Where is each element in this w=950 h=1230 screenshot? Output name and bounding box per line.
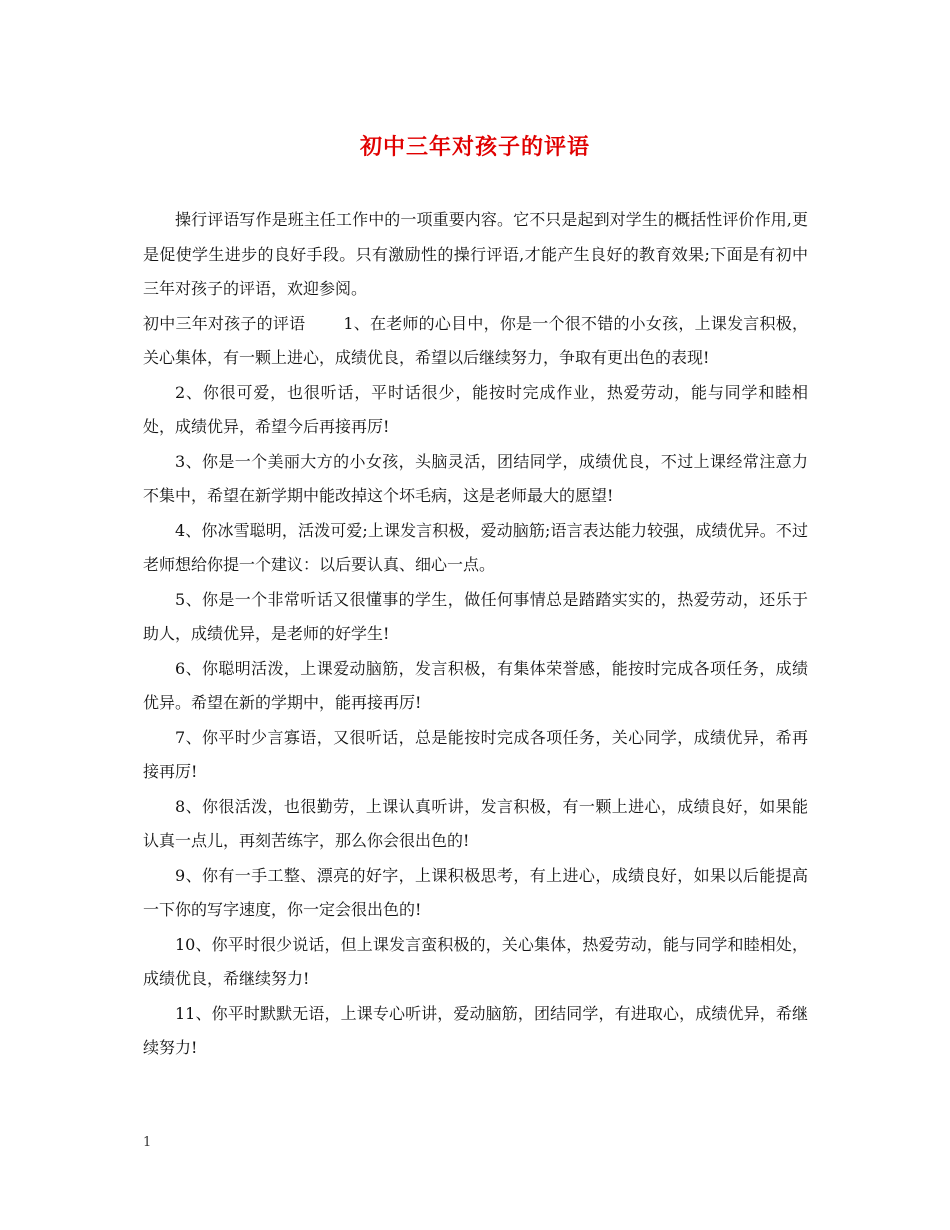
document-body [143,203,808,1066]
comment-1: 1、在老师的心目中，你是一个很不错的小女孩，上课发言积极，关心集体，有一颗上进心，成绩优良，希望以后继续努力，争取有更出色的表现! [143,313,808,367]
comment-5: 5、你是一个非常听话又很懂事的学生，做任何事情总是踏踏实实的，热爱劳动，还乐于助人，成绩优异，是老师的好学生! [143,589,808,643]
comment-3: 3、你是一个美丽大方的小女孩，头脑灵活，团结同学，成绩优良，不过上课经常注意力不集中，希望在新学期中能改掉这个坏毛病，这是老师最大的愿望! [143,451,808,505]
comment-8: 8、你很活泼，也很勤劳，上课认真听讲，发言积极，有一颗上进心，成绩良好，如果能认真一点儿，再刻苦练字，那么你会很出色的! [143,796,808,850]
comment-11: 11、你平时默默无语，上课专心听讲，爱动脑筋，团结同学，有进取心，成绩优异，希继续努力! [143,1003,808,1057]
comment-6: 6、你聪明活泼，上课爱动脑筋，发言积极，有集体荣誉感，能按时完成各项任务，成绩优异。希望在新的学期中，能再接再厉! [143,658,808,712]
comment-2: 2、你很可爱，也很听话，平时话很少，能按时完成作业，热爱劳动，能与同学和睦相处，成绩优异，希望今后再接再厉! [143,382,808,436]
comment-7: 7、你平时少言寡语，又很听话，总是能按时完成各项任务，关心同学，成绩优异，希再接再厉! [143,727,808,781]
document-title: 初中三年对孩子的评语 [359,134,590,160]
comment-9: 9、你有一手工整、漂亮的好字，上课积极思考，有上进心，成绩良好，如果以后能提高一下你的写字速度，你一定会很出色的! [143,865,808,919]
comment-4: 4、你冰雪聪明，活泼可爱;上课发言积极，爱动脑筋;语言表达能力较强，成绩优异。不过老师想给你提一个建议：以后要认真、细心一点。 [143,520,808,574]
comment-10: 10、你平时很少说话，但上课发言蛮积极的，关心集体，热爱劳动，能与同学和睦相处，成绩优良，希继续努力! [143,934,808,988]
page-number: 1 [143,1135,152,1150]
intro-paragraph: 操行评语写作是班主任工作中的一项重要内容。它不只是起到对学生的概括性评价作用,更是促使学生进步的良好手段。只有激励性的操行评语,才能产生良好的教育效果;下面是有初中三年对孩子的评语，欢迎参阅。 [143,210,808,298]
first-comment-paragraph [143,307,808,376]
section-heading: 初中三年对孩子的评语 [143,313,306,333]
